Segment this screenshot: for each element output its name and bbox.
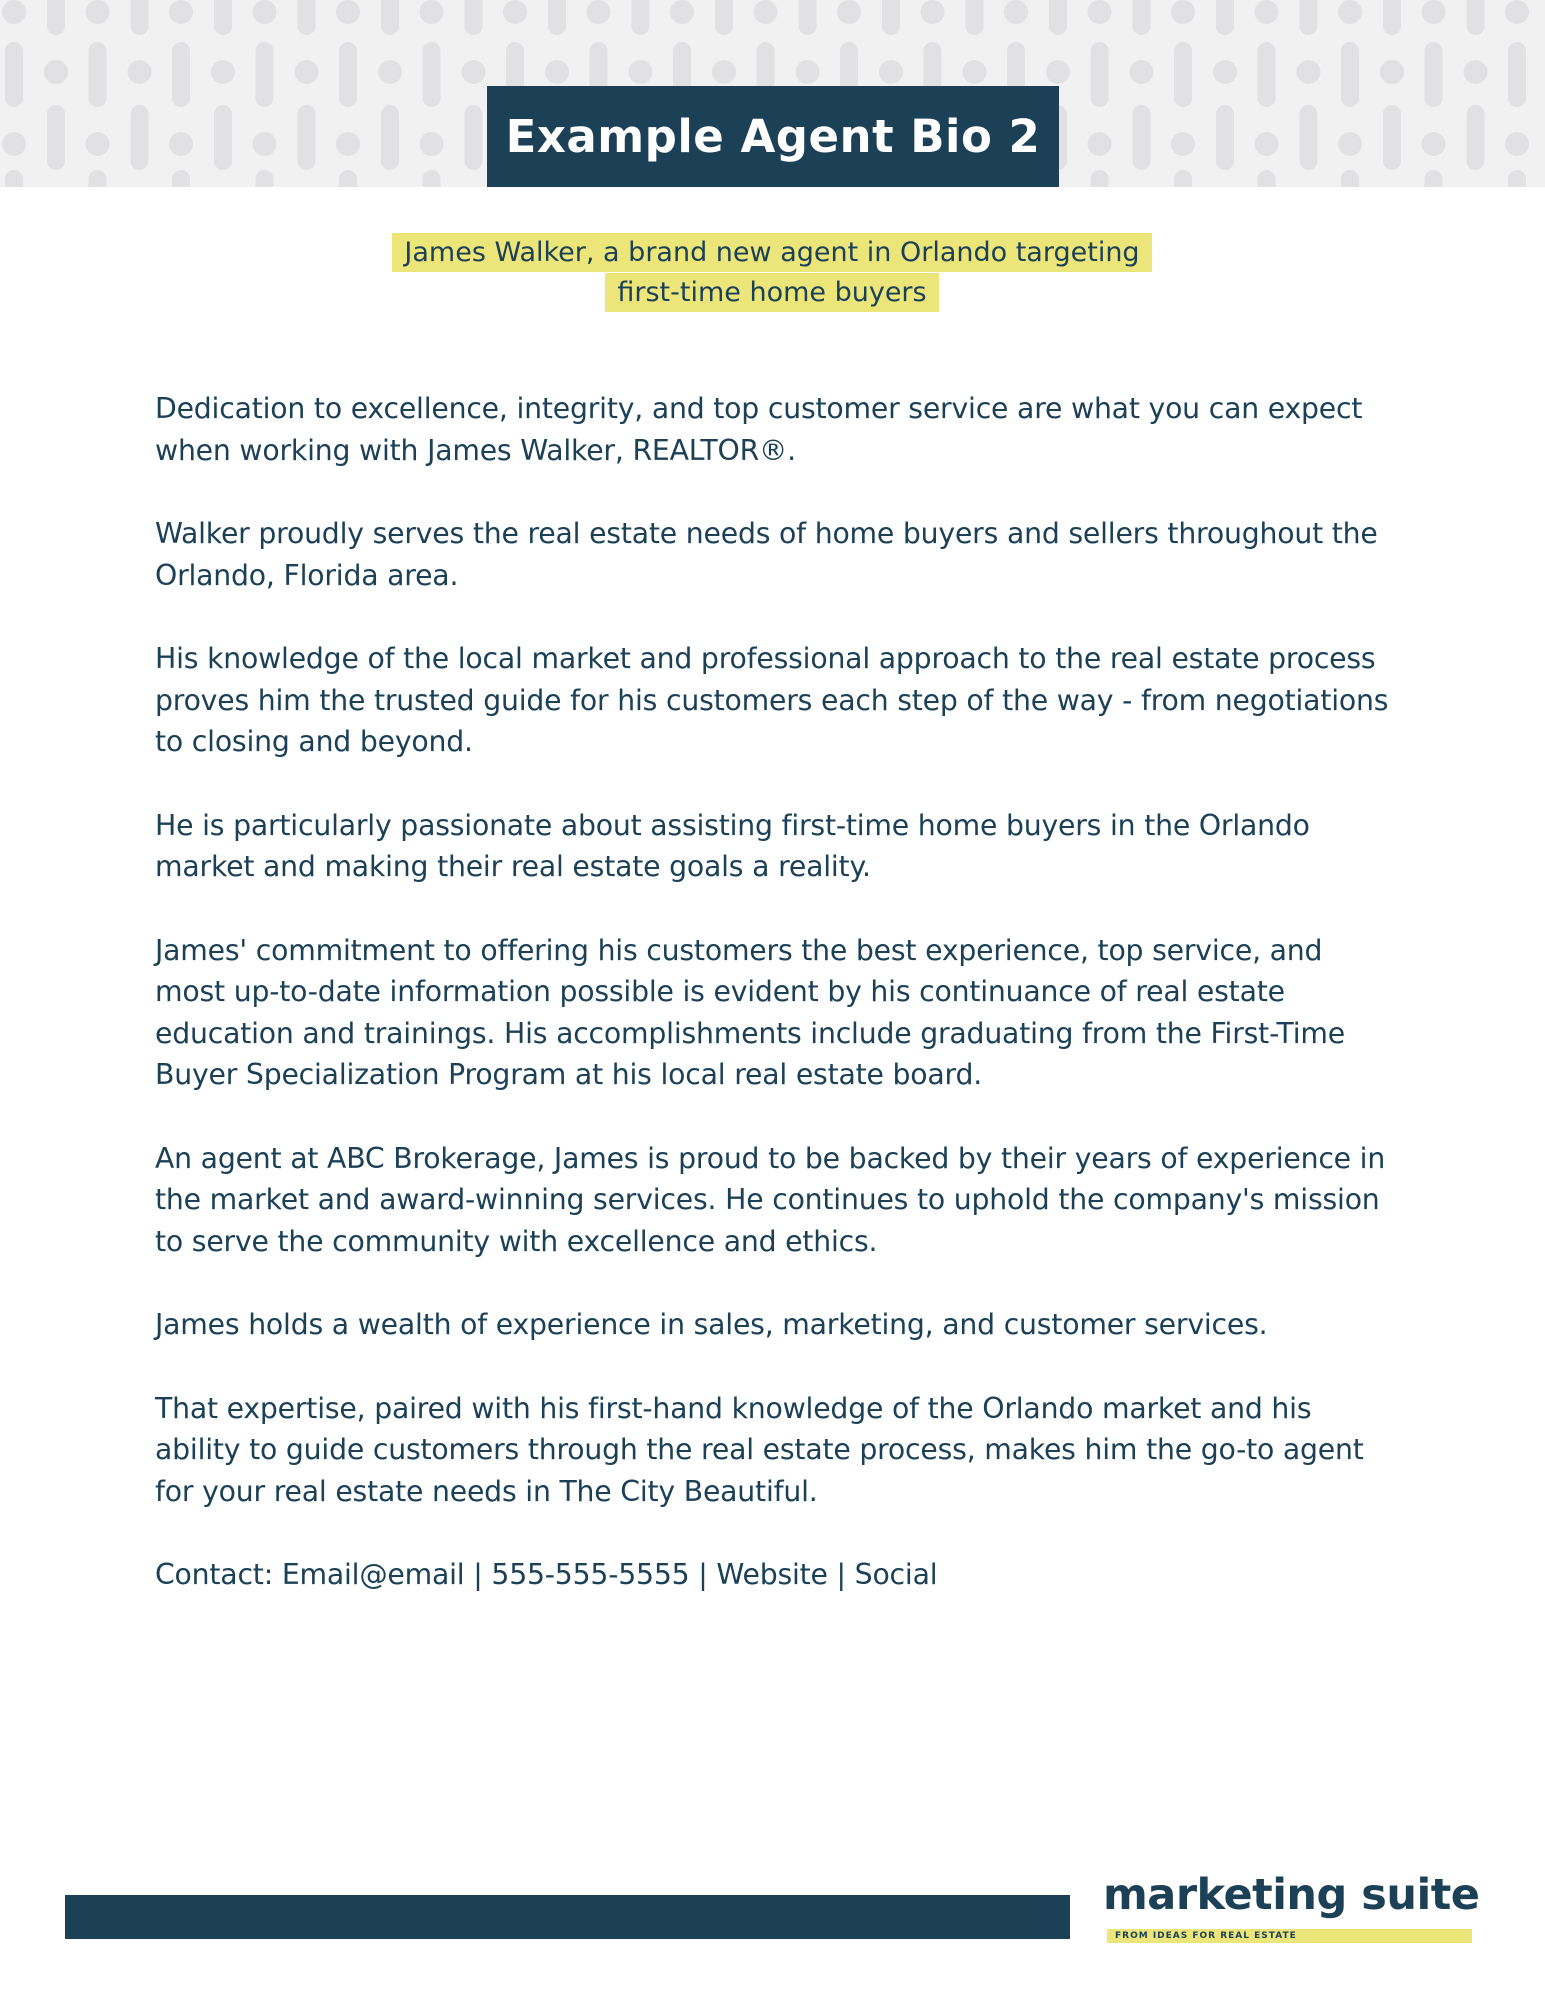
subtitle-line-2: first-time home buyers: [605, 273, 938, 312]
bio-body: [155, 388, 1400, 1638]
marketing-suite-logo: [1103, 1870, 1480, 1944]
bio-paragraph: James holds a wealth of experience in sales, marketing, and customer services.: [155, 1308, 1268, 1341]
bio-paragraph: Walker proudly serves the real estate needs of home buyers and sellers throughout the Orlando, Florida area.: [155, 517, 1378, 592]
bio-paragraph: An agent at ABC Brokerage, James is proud to be backed by their years of experience in the market and award-winning services. He continues to uphold the company's mission to serve the community with excellence and ethics.: [155, 1141, 1386, 1258]
bio-paragraph: His knowledge of the local market and professional approach to the real estate process proves him the trusted guide for his customers each step of the way - from negotiations to closing and beyond.: [155, 642, 1389, 758]
page-title: Example Agent Bio 2: [505, 110, 1041, 163]
bio-paragraph: Dedication to excellence, integrity, and top customer service are what you can expect when working with James Walker, REALTOR®.: [155, 392, 1363, 467]
bio-paragraph: That expertise, paired with his first-hand knowledge of the Orlando market and his ability to guide customers through the real estate process, makes him the go-to agent for your real estate needs in The City Beautiful.: [155, 1391, 1364, 1508]
contact-line: Contact: Email@email | 555-555-5555 | Website | Social: [155, 1558, 938, 1591]
subtitle-line-1: James Walker, a brand new agent in Orlando targeting: [392, 233, 1151, 272]
page-title-box: [487, 86, 1059, 187]
bio-paragraph: James' commitment to offering his customers the best experience, top service, and most up-to-date information possible is evident by his continuance of real estate education and trainings. His accomplishments include graduating from the First-Time Buyer Specialization Program at his local real estate board.: [155, 933, 1345, 1091]
footer-bar: [65, 1895, 1070, 1939]
logo-wordmark: marketing suite: [1103, 1870, 1480, 1920]
logo-tagline: FROM IDEAS FOR REAL ESTATE: [1107, 1929, 1472, 1943]
subtitle: [272, 233, 1272, 313]
bio-paragraph: He is particularly passionate about assisting first-time home buyers in the Orlando market and making their real estate goals a reality.: [155, 808, 1310, 883]
